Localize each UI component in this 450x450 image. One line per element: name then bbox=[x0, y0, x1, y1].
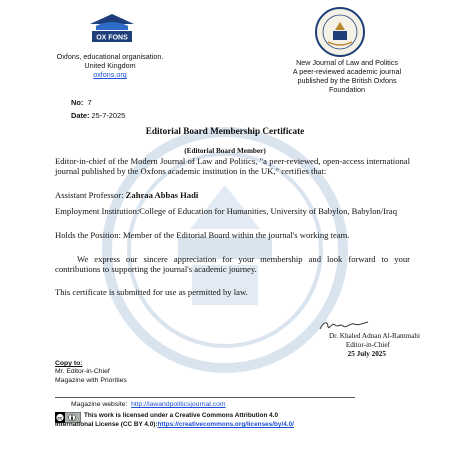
journal-seal-icon bbox=[314, 6, 366, 58]
signature-date: 25 July 2025 bbox=[347, 350, 386, 358]
recipient-prefix: Assistant Professor: bbox=[55, 190, 124, 200]
license-line-1: This work is licensed under a Creative Commons Attribution 4.0 bbox=[84, 412, 279, 419]
website-label: Magazine website: bbox=[71, 401, 128, 408]
website-link[interactable]: http://lawandpoliticsjournal.com bbox=[131, 401, 226, 408]
number-label: No: bbox=[71, 98, 84, 107]
recipient-line bbox=[55, 190, 410, 200]
copy-to-item: Magazine with Priorities bbox=[55, 376, 127, 384]
oxfons-logo-icon bbox=[82, 10, 142, 50]
right-org-line2: A peer-reviewed academic journal bbox=[292, 67, 402, 76]
certificate-date bbox=[71, 111, 125, 120]
certificate-subtitle: (Editorial Board Member) bbox=[184, 147, 266, 155]
date-label: Date: bbox=[71, 111, 90, 120]
number-value: 7 bbox=[87, 98, 92, 107]
license-link[interactable]: https://creativecommons.org/licenses/by/4.0/ bbox=[157, 421, 294, 428]
left-org-block bbox=[40, 52, 180, 79]
oxfons-logo-text: OX FONS bbox=[96, 34, 128, 42]
license-prefix: International License (CC BY 4.0): bbox=[55, 421, 158, 428]
license-line-2 bbox=[55, 421, 415, 430]
certificate-title: Editorial Board Membership Certificate bbox=[145, 126, 305, 136]
footer-divider bbox=[55, 397, 355, 398]
cc-badge-text: cc bbox=[57, 415, 63, 421]
left-org-line2: United Kingdom bbox=[84, 61, 136, 70]
position-paragraph: Holds the Position: Member of the Editorial Board within the journal's working team. bbox=[55, 230, 350, 240]
intro-paragraph: Editor-in-chief of the Modern Journal of Law and Politics, "a peer-reviewed, open-access international journal published by the Oxfons academic institution in the UK," certifies that: bbox=[55, 156, 410, 177]
magazine-website-line bbox=[71, 401, 226, 408]
right-org-line3: published by the British Oxfons bbox=[297, 76, 397, 85]
copy-to-item: Mr. Editor-in-Chief bbox=[55, 368, 110, 376]
signatory-role: Editor-in-Chief bbox=[345, 341, 390, 349]
signatory-name: Dr. Khaled Adnan Al-Rammahi bbox=[328, 332, 420, 340]
handwritten-signature-icon bbox=[268, 318, 418, 332]
employment-paragraph: Employment Institution:College of Education for Humanities, University of Babylon, Babylon/Iraq bbox=[55, 206, 398, 216]
certificate-number bbox=[71, 98, 92, 107]
right-org-line1: New Journal of Law and Politics bbox=[296, 58, 398, 67]
copy-to-heading: Copy to: bbox=[55, 360, 83, 367]
oxfons-link[interactable]: oxfons.org bbox=[93, 70, 127, 79]
recipient-name: Zahraa Abbas Hadi bbox=[125, 190, 199, 200]
right-org-block bbox=[272, 58, 422, 94]
date-value: 25-7-2025 bbox=[91, 111, 126, 120]
appreciation-paragraph: We express our sincere appreciation for your membership and look forward to your contributions to supporting the journal's academic journey. bbox=[55, 254, 410, 275]
right-org-line4: Foundation bbox=[329, 85, 365, 94]
usage-paragraph: This certificate is submitted for use as permitted by law. bbox=[55, 287, 248, 297]
copy-to-block bbox=[55, 360, 127, 385]
left-org-line1: Oxfons, educational organisation. bbox=[56, 52, 164, 61]
